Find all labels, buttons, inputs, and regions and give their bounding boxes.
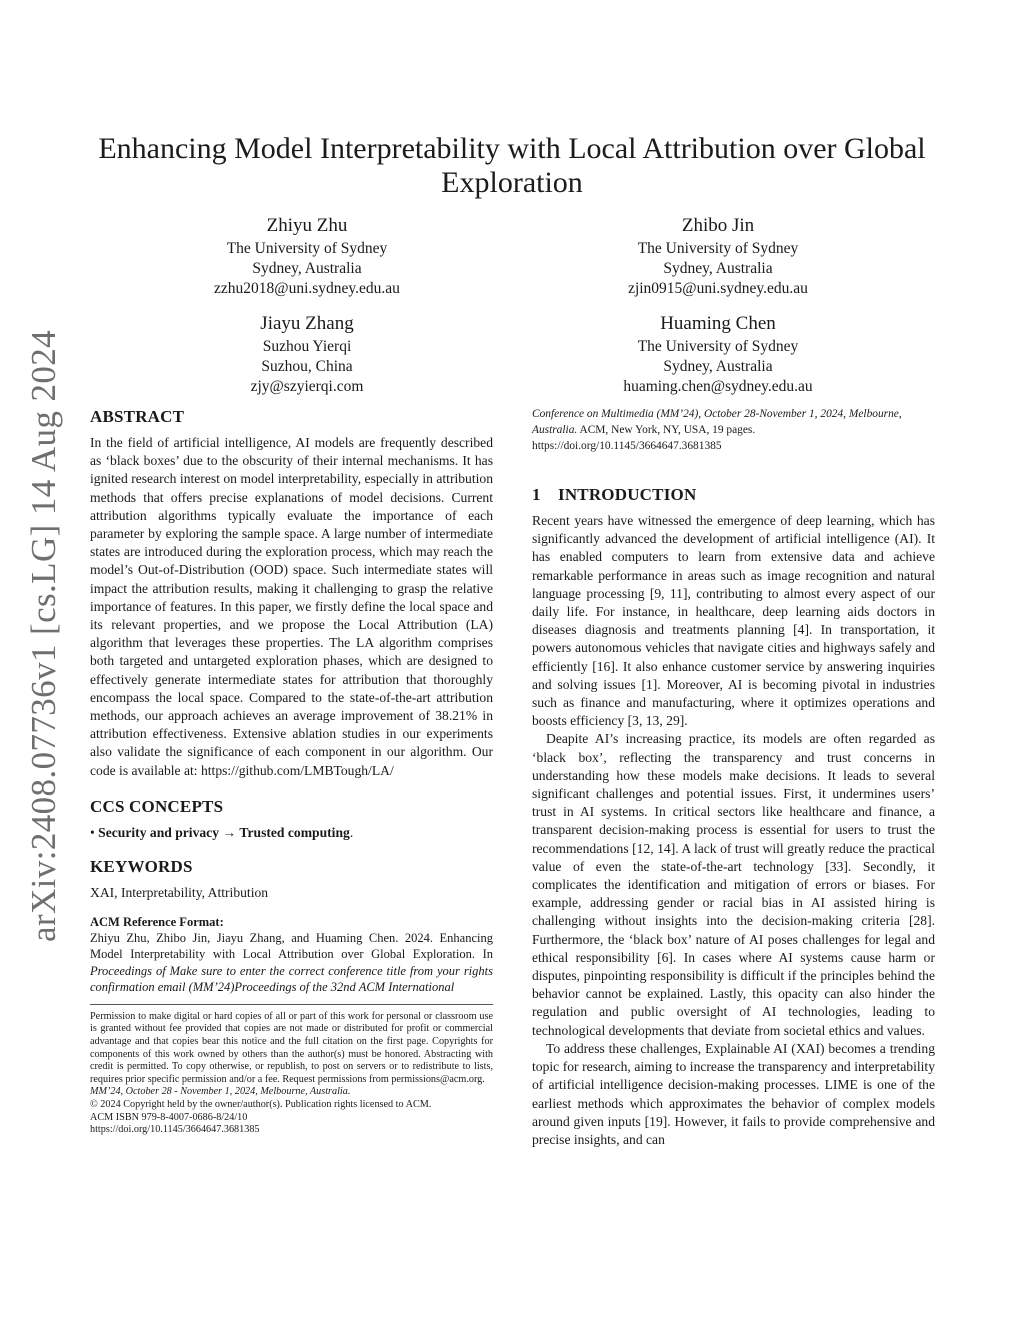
author-location: Suzhou, China <box>261 358 353 375</box>
venue-note: MM’24, October 28 - November 1, 2024, Melbourne, Australia. <box>90 1086 351 1098</box>
author-name: Zhibo Jin <box>681 215 755 236</box>
conference-italic: Conference on Multimedia (MM’24), October 28-November 1, 2024, Melbourne, Australia. <box>532 408 902 436</box>
author-affiliation: The University of Sydney <box>637 338 799 355</box>
author-location: Sydney, Australia <box>252 260 362 277</box>
intro-paragraph: Recent years have witnessed the emergence of deep learning, which has significantly advanced the development of artificial intelligence (AI). It has enabled computers to learn from extensive data and achieve remarkable performance in areas such as image recognition and natural language processing [9, 11], contributing to almost every aspect of our daily life. For instance, in healthcare, deep learning aids doctors in diseases diagnosis and treatments planning [4]. In transportation, it powers autonomous vehicles that navigate cities and highways safely and efficiently [16]. It also enhance customer service by answering inquiries and solving issues [1]. Moreover, AI is becoming pivotal in industries such as finance and manufacturing, where it optimizes operations and boosts efficiency [3, 13, 29]. <box>532 513 935 729</box>
right-column <box>532 406 935 1149</box>
abstract-heading: ABSTRACT <box>90 407 185 426</box>
author-email[interactable]: huaming.chen@sydney.edu.au <box>623 378 813 395</box>
intro-paragraph: Deapite AI’s increasing practice, its models are often regarded as ‘black box’, reflecting the transparency and trust concerns in understanding how these models make decisions. It leads to several significant challenges and potential issues. First, it undermines users’ trust in AI systems. In critical sectors like healthcare and finance, a transparent decision-making process is essential for users to trust the recommendations [12, 14]. A lack of trust will greatly reduce the practical value of even the state-of-the-art technology [33]. Secondly, it complicates the identification and mitigation of errors or biases. For example, addressing gender or racial bias in AI assisted hiring is challenging without insights into the decision-making criteria [28]. Furthermore, the ‘black box’ nature of AI poses challenges for legal and ethical responsibility [6]. In cases where AI systems cause harm or disputes, pinpointing responsibility is difficult if the principles behind the behavior cannot be explained. Lastly, this opacity can also hinder the regulation and public oversight of AI technologies, leading to technological developments that deviate from societal ethics and values. <box>532 731 935 1038</box>
author-location: Sydney, Australia <box>663 358 773 375</box>
ccs-bullet: • <box>90 824 95 840</box>
copyright-note: © 2024 Copyright held by the owner/author(s). Publication rights licensed to ACM. <box>90 1099 432 1111</box>
paper-title: Enhancing Model Interpretability with Local Attribution over Global Exploration <box>98 132 926 199</box>
doi-link[interactable]: https://doi.org/10.1145/3664647.3681385 <box>90 1124 260 1136</box>
author-affiliation: The University of Sydney <box>637 240 799 257</box>
author-name: Huaming Chen <box>660 313 776 334</box>
ccs-concept: Trusted computing <box>239 824 350 840</box>
acm-reference-text <box>90 930 493 996</box>
author-affiliation: The University of Sydney <box>226 240 388 257</box>
author-name: Jiayu Zhang <box>260 313 354 334</box>
author-location: Sydney, Australia <box>663 260 773 277</box>
author-affiliation: Suzhou Yierqi <box>262 338 352 355</box>
author-block <box>538 312 898 397</box>
intro-paragraph: To address these challenges, Explainable AI (XAI) becomes a trending topic for research, aiming to increase the transparency and interpretability of artificial intelligence decision-making processes. LIME is one of the earliest methods which approximates the behavior of complex models around given inputs [19]. However, it fails to provide comprehensive and precise insights, and can <box>532 1040 935 1147</box>
ccs-concepts <box>90 824 493 842</box>
keywords-text: XAI, Interpretability, Attribution <box>90 884 269 900</box>
isbn-note: ACM ISBN 979-8-4007-0686-8/24/10 <box>90 1111 248 1123</box>
section-number: 1 <box>532 485 541 504</box>
author-email[interactable]: zjy@szyierqi.com <box>250 378 364 395</box>
acm-reference-heading: ACM Reference Format: <box>90 914 224 929</box>
ccs-period: . <box>349 824 354 840</box>
left-column <box>90 406 493 1137</box>
author-block <box>127 214 487 299</box>
abstract-text: In the field of artificial intelligence, AI models are frequently described as ‘black boxes’ due to the obscurity of their internal mechanisms. It has ignited research interest on model interpretability, especially in attribution methods that offers precise explanations of model decisions. Current attribution algorithms typically evaluate the importance of each parameter by exploring the sample space. A large number of intermediate states are introduced during the exploration process, which may reach the model’s Out-of-Distribution (OOD) space. Such intermediate states will impact the attribution results, making it challenging to grasp the relative importance of features. In this paper, we firstly define the local space and its relevant properties, and we propose the Local Attribution (LA) algorithm that leverages these properties. The LA algorithm comprises both targeted and untargeted exploration phases, which are designed to effectively generate intermediate states for attribution that thoroughly encompass the local space. Compared to the state-of-the-art attribution methods, our approach achieves an average improvement of 38.21% in attribution effectiveness. Extensive ablation studies in our experiments also validate the significance of each component in our algorithm. Our code is available at: https://github.com/LMBTough/LA/ <box>90 435 493 778</box>
ccs-category: Security and privacy <box>98 824 220 840</box>
author-name: Zhiyu Zhu <box>266 215 348 236</box>
reference-plain: Zhiyu Zhu, Zhibo Jin, Jiayu Zhang, and Huaming Chen. 2024. Enhancing Model Interpretability with Local Attribution over Global Exploration. In <box>90 930 493 962</box>
ccs-heading: CCS CONCEPTS <box>90 796 224 816</box>
author-email[interactable]: zzhu2018@uni.sydney.edu.au <box>214 280 400 297</box>
introduction-heading <box>532 484 935 506</box>
ccs-arrow: → <box>222 824 237 840</box>
permission-notice: Permission to make digital or hard copies of all or part of this work for personal or classroom use is granted without fee provided that copies are not made or distributed for profit or commercial advantage and that copies bear this notice and the full citation on the first page. Copyrights for components of this work owned by others than the author(s) must be honored. Abstracting with credit is permitted. To copy otherwise, or republish, to post on servers or to redistribute to lists, requires prior specific permission and/or a fee. Request permissions from permissions@acm.org. <box>90 1010 493 1085</box>
conference-plain: ACM, New York, NY, USA, 19 pages. https://doi.org/10.1145/3664647.3681385 <box>532 424 756 452</box>
conference-note <box>532 406 935 454</box>
reference-italic: Proceedings of Make sure to enter the correct conference title from your rights confirmation email (MM’24)Proceedings of the 32nd ACM International <box>90 963 493 995</box>
author-block <box>538 214 898 299</box>
section-title: INTRODUCTION <box>558 485 697 504</box>
author-email[interactable]: zjin0915@uni.sydney.edu.au <box>628 280 808 297</box>
footnote-divider <box>90 1004 493 1005</box>
keywords-heading: KEYWORDS <box>90 856 193 876</box>
arxiv-identifier[interactable]: arXiv:2408.07736v1 [cs.LG] 14 Aug 2024 <box>24 329 63 942</box>
author-block <box>127 312 487 397</box>
